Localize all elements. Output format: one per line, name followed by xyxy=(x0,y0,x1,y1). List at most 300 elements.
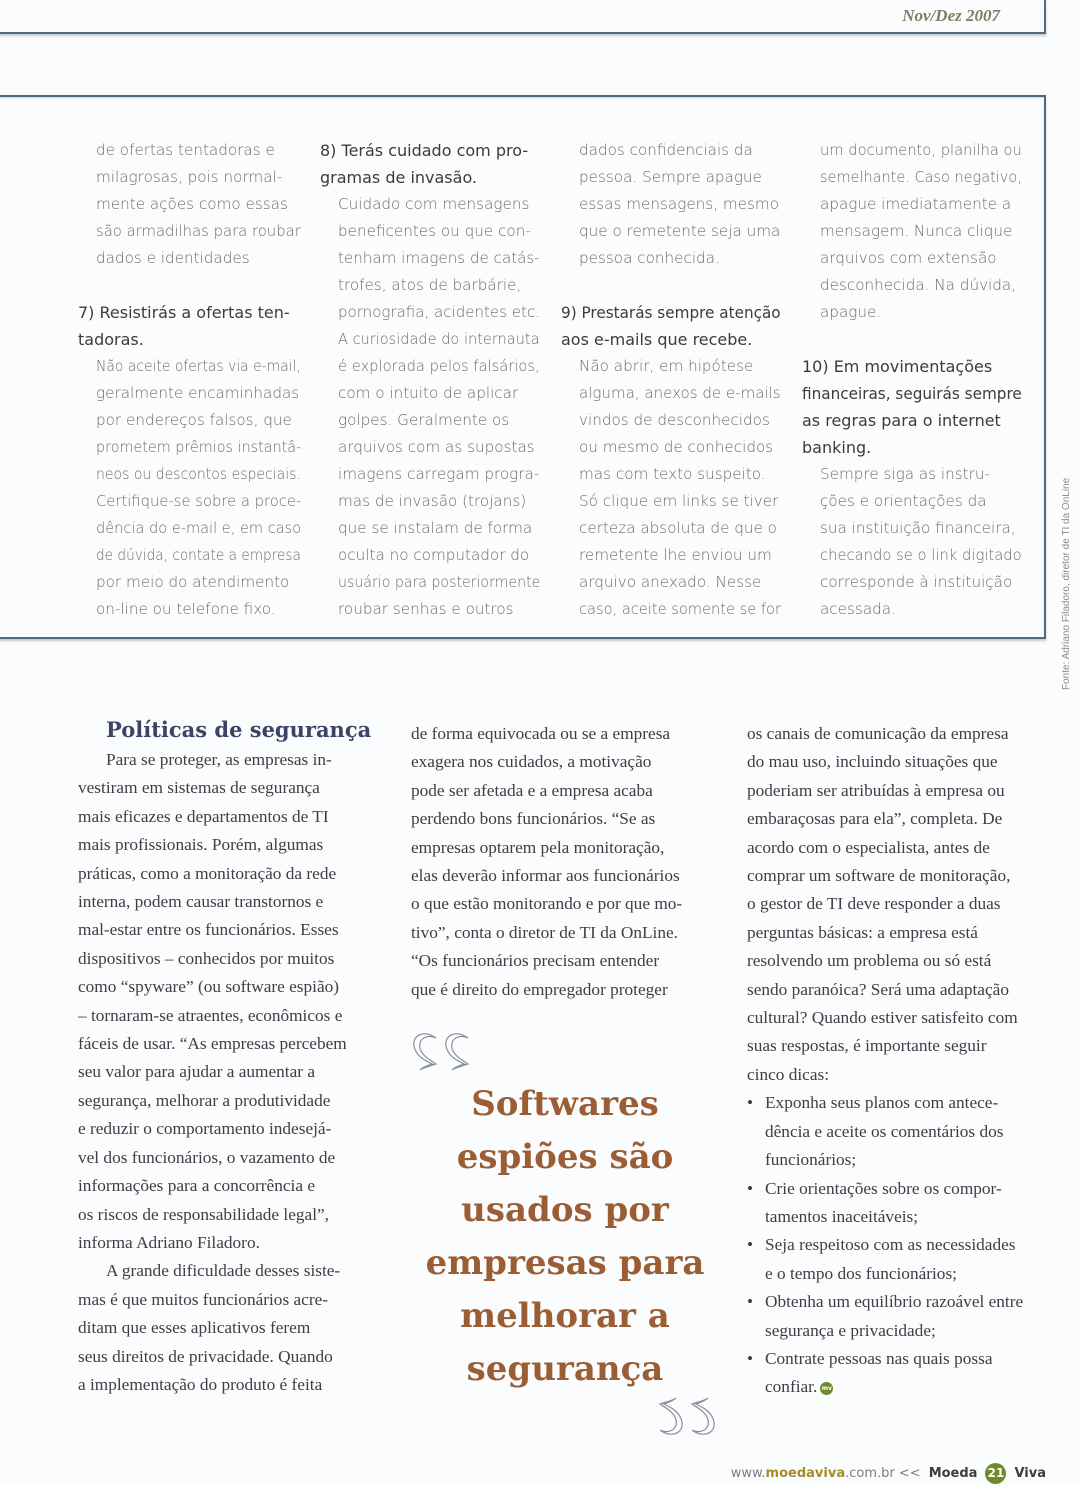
text-line xyxy=(820,245,1024,272)
header-frame xyxy=(0,0,1046,34)
text-line xyxy=(338,380,542,407)
bullet-line xyxy=(765,1288,1053,1316)
text-line-content: tenham imagens de catás- xyxy=(338,249,540,267)
text-line xyxy=(411,805,717,833)
text-line xyxy=(747,834,1053,862)
bullet-item xyxy=(747,1288,1053,1345)
tip6-continuation xyxy=(78,137,303,272)
text-line xyxy=(78,1343,384,1371)
article-paragraph-4 xyxy=(747,720,1053,1089)
text-line xyxy=(561,326,783,353)
text-line-content: mais eficazes e departamentos de TI xyxy=(78,806,329,826)
text-line xyxy=(96,218,303,245)
text-line xyxy=(338,488,542,515)
text-line-content: empresas optarem pela monitoração, xyxy=(411,837,665,857)
text-line-content: a implementação do produto é feita xyxy=(78,1374,323,1394)
tip7-body xyxy=(78,353,303,623)
text-line xyxy=(820,164,1024,191)
text-line-content: A grande dificuldade desses siste- xyxy=(106,1261,341,1281)
text-line-content: cinco dicas: xyxy=(747,1064,830,1084)
text-line xyxy=(411,777,717,805)
tip10-title xyxy=(802,353,1024,461)
text-line-content: golpes. Geralmente os xyxy=(338,411,510,429)
text-line-content: fáceis de usar. “As empresas percebem xyxy=(78,1034,347,1054)
text-line-content: dência do e-mail e, em caso xyxy=(96,519,302,537)
text-line-content: mas com texto suspeito. xyxy=(579,465,766,483)
text-line-content: mas de invasão (trojans) xyxy=(338,492,527,510)
text-line-content: arquivo anexado. Nesse xyxy=(579,573,762,591)
text-line-content: pessoa. Sempre apague xyxy=(579,168,762,186)
text-line xyxy=(411,976,717,1004)
text-line xyxy=(320,164,542,191)
text-line xyxy=(78,860,384,888)
text-line xyxy=(338,191,542,218)
text-line-content: resolvendo um problema ou só está xyxy=(747,951,992,971)
text-line-content: de ofertas tentadoras e xyxy=(96,141,275,159)
text-line-content: são armadilhas para roubar xyxy=(96,222,301,240)
text-line-content: dispositivos – conhecidos por muitos xyxy=(78,948,335,968)
url-suffix: .com.br xyxy=(845,1466,895,1481)
text-line xyxy=(338,272,542,299)
text-line-content: empresas para xyxy=(425,1243,705,1283)
bullet-line xyxy=(765,1231,1053,1259)
text-line-content: 9) Prestarás sempre atenção xyxy=(561,303,781,322)
bullet-line xyxy=(765,1146,1053,1174)
text-line-content: vestiram em sistemas de segurança xyxy=(78,778,320,798)
text-line xyxy=(78,1144,384,1172)
text-line-content: mal-estar entre os funcionários. Esses xyxy=(78,920,339,940)
text-line xyxy=(747,720,1053,748)
text-line-content: prometem prêmios instantâ- xyxy=(96,438,302,456)
text-line-content: pornografia, acidentes etc. xyxy=(338,303,540,321)
text-line-content: os canais de comunicação da empresa xyxy=(747,724,1009,743)
text-line-content: “Os funcionários precisam entender xyxy=(411,951,660,971)
website-link[interactable] xyxy=(731,1466,921,1481)
text-line-content: o gestor de TI deve responder a duas xyxy=(747,894,1001,914)
text-line xyxy=(338,326,542,353)
text-line xyxy=(579,596,783,623)
page-footer xyxy=(731,1463,1046,1484)
text-line-content: mensagem. Nunca clique xyxy=(820,222,1013,240)
text-line-content: seus direitos de privacidade. Quando xyxy=(78,1346,333,1366)
section-heading: Políticas de segurança xyxy=(106,717,372,742)
article-column-1 xyxy=(78,716,384,1399)
text-line xyxy=(820,542,1024,569)
text-line xyxy=(747,805,1053,833)
text-line-content: banking. xyxy=(802,438,872,457)
text-line xyxy=(96,245,303,272)
tip9-body xyxy=(561,353,783,623)
text-line xyxy=(320,137,542,164)
bullet-line-content: dência e aceite os comentários dos xyxy=(765,1121,1004,1141)
text-line-content: sua instituição financeira, xyxy=(820,519,1016,537)
text-line-content: mente ações como essas xyxy=(96,195,288,213)
source-credit: Fonte: Adriano Filadoro, diretor de TI da OnLine xyxy=(1061,477,1072,690)
text-line xyxy=(78,1257,384,1285)
text-line xyxy=(78,1087,384,1115)
text-line-content: perdendo bons funcionários. “Se as xyxy=(411,809,656,829)
text-line xyxy=(579,353,783,380)
text-line xyxy=(579,542,783,569)
pull-quote-text xyxy=(420,1078,710,1396)
text-line-content: mas é que muitos funcionários acre- xyxy=(78,1289,329,1309)
text-line xyxy=(802,380,1024,407)
text-line xyxy=(338,434,542,461)
tips-column-2 xyxy=(320,137,542,623)
text-line xyxy=(78,1030,384,1058)
text-line xyxy=(561,299,783,326)
text-line-content: Não aceite ofertas via e-mail, xyxy=(96,357,301,375)
text-line xyxy=(579,461,783,488)
text-line xyxy=(78,1371,384,1399)
text-line-content: informações para a concorrência e xyxy=(78,1176,315,1196)
text-line-content: vindos de desconhecidos xyxy=(579,411,770,429)
text-line-content: dados e identidades xyxy=(96,249,250,267)
text-line xyxy=(411,947,717,975)
text-line-content: 8) Terás cuidado com pro- xyxy=(320,141,529,160)
text-line xyxy=(579,380,783,407)
text-line-content: é explorada pelos falsários, xyxy=(338,357,540,375)
text-line xyxy=(579,515,783,542)
text-line-content: que é direito do empregador proteger xyxy=(411,979,668,999)
text-line-content: caso, aceite somente se for xyxy=(579,600,781,618)
text-line-content: Sempre siga as instru- xyxy=(820,465,990,483)
text-line-content: certeza absoluta de que o xyxy=(579,519,777,537)
text-line-content: gramas de invasão. xyxy=(320,168,478,187)
text-line-content: que o remetente seja uma xyxy=(579,222,781,240)
text-line xyxy=(78,973,384,1001)
text-line-content: Só clique em links se tiver xyxy=(579,492,779,510)
text-line xyxy=(820,569,1024,596)
text-line xyxy=(78,1314,384,1342)
text-line xyxy=(579,191,783,218)
text-line-content: pode ser afetada e a empresa acaba xyxy=(411,780,653,800)
text-line-content: suas respostas, é importante seguir xyxy=(747,1036,987,1056)
tips-column-4 xyxy=(802,137,1024,623)
text-line-content: e reduzir o comportamento indesejá- xyxy=(78,1119,332,1139)
text-line xyxy=(338,299,542,326)
text-line xyxy=(747,1032,1053,1060)
text-line-content: semelhante. Caso negativo, xyxy=(820,168,1022,186)
text-line xyxy=(78,1229,384,1257)
end-mark-icon: mv xyxy=(820,1382,833,1395)
text-line xyxy=(820,299,1024,326)
text-line xyxy=(78,1115,384,1143)
text-line xyxy=(411,720,717,748)
text-line xyxy=(579,488,783,515)
text-line xyxy=(78,1286,384,1314)
text-line xyxy=(420,1078,710,1131)
text-line-content: checando se o link digitado xyxy=(820,546,1022,564)
text-line xyxy=(96,353,303,380)
text-line xyxy=(820,515,1024,542)
text-line xyxy=(820,137,1024,164)
text-line xyxy=(96,434,303,461)
text-line-content: espiões são xyxy=(456,1137,674,1177)
text-line-content: 10) Em movimentações xyxy=(802,357,993,376)
text-line xyxy=(78,774,384,802)
text-line xyxy=(579,245,783,272)
text-line-content: segurança, melhorar a produtividade xyxy=(78,1090,331,1110)
text-line-content: corresponde à instituição xyxy=(820,573,1013,591)
text-line-content: que se instalam de forma xyxy=(338,519,533,537)
text-line-content: aos e-mails que recebe. xyxy=(561,330,753,349)
text-line xyxy=(747,919,1053,947)
text-line-content: mais profissionais. Porém, algumas xyxy=(78,835,324,855)
text-line-content: por meio do atendimento xyxy=(96,573,290,591)
text-line-content: tadoras. xyxy=(78,330,144,349)
text-line-content: Softwares xyxy=(471,1084,659,1124)
text-line-content: roubar senhas e outros xyxy=(338,600,514,618)
text-line-content: remetente lhe enviou um xyxy=(579,546,772,564)
text-line xyxy=(820,191,1024,218)
url-arrows: << xyxy=(898,1466,921,1481)
text-line-content: um documento, planilha ou xyxy=(820,141,1022,159)
text-line-content: exagera nos cuidados, a motivação xyxy=(411,752,652,772)
tip9-title xyxy=(561,299,783,353)
tips-column-1 xyxy=(78,137,303,623)
text-line xyxy=(747,748,1053,776)
bullet-line-content: segurança e privacidade; xyxy=(765,1320,936,1340)
text-line-content: geralmente encaminhadas xyxy=(96,384,300,402)
text-line xyxy=(420,1184,710,1237)
text-line-content: on-line ou telefone fixo. xyxy=(96,600,276,618)
text-line xyxy=(820,218,1024,245)
text-line-content: o que estão monitorando e por que mo- xyxy=(411,894,683,914)
text-line xyxy=(338,569,542,596)
text-line xyxy=(96,380,303,407)
text-line-content: beneficentes ou que con- xyxy=(338,222,531,240)
text-line-content: usuário para posteriormente xyxy=(338,573,541,591)
text-line-content: usados por xyxy=(461,1190,669,1230)
bullet-line xyxy=(765,1345,1053,1373)
text-line-content: interna, podem causar transtornos e xyxy=(78,892,324,912)
brand-left: Moeda xyxy=(928,1466,978,1481)
text-line-content: Não abrir, em hipótese xyxy=(579,357,754,375)
text-line-content: Para se proteger, as empresas in- xyxy=(106,750,332,769)
bullet-line-content: Obtenha um equilíbrio razoável entre xyxy=(765,1292,1024,1312)
text-line xyxy=(96,488,303,515)
text-line-content: com o intuito de aplicar xyxy=(338,384,519,402)
text-line xyxy=(579,569,783,596)
bullet-line-content: e o tempo dos funcionários; xyxy=(765,1263,957,1283)
text-line-content: as regras para o internet xyxy=(802,411,1001,430)
bullet-line-content: Contrate pessoas nas quais possa xyxy=(765,1348,993,1368)
text-line xyxy=(820,272,1024,299)
text-line xyxy=(78,916,384,944)
text-line xyxy=(78,945,384,973)
text-line xyxy=(78,1201,384,1229)
bullet-line xyxy=(765,1317,1053,1345)
article-paragraph-3 xyxy=(411,720,717,1004)
text-line-content: alguma, anexos de e-mails xyxy=(579,384,781,402)
text-line-content: como “spyware” (ou software espião) xyxy=(78,977,340,997)
text-line xyxy=(78,326,303,353)
text-line-content: ou mesmo de conhecidos xyxy=(579,438,774,456)
text-line xyxy=(78,831,384,859)
text-line xyxy=(78,299,303,326)
text-line-content: seu valor para ajudar a aumentar a xyxy=(78,1062,316,1082)
text-line xyxy=(747,976,1053,1004)
text-line-content: do mau uso, incluindo situações que xyxy=(747,752,998,772)
text-line xyxy=(96,137,303,164)
text-line-content: melhorar a xyxy=(460,1296,670,1336)
text-line-content: milagrosas, pois normal- xyxy=(96,168,283,186)
brand-right: Viva xyxy=(1014,1466,1046,1481)
bullet-line xyxy=(765,1203,1053,1231)
page-number: 21 xyxy=(985,1463,1006,1484)
text-line-content: essas mensagens, mesmo xyxy=(579,195,779,213)
text-line-content: pessoa conhecida. xyxy=(579,249,720,267)
text-line xyxy=(820,596,1024,623)
text-line-content: trofes, atos de barbárie, xyxy=(338,276,522,294)
bullet-item xyxy=(747,1231,1053,1288)
bullet-line xyxy=(765,1175,1053,1203)
text-line-content: informa Adriano Filadoro. xyxy=(78,1232,260,1252)
text-line xyxy=(78,1058,384,1086)
text-line xyxy=(411,919,717,947)
text-line-content: de dúvida, contate a empresa xyxy=(96,546,301,564)
article-paragraph-1 xyxy=(78,746,384,1257)
tip7-title xyxy=(78,299,303,353)
text-line-content: desconhecida. Na dúvida, xyxy=(820,276,1017,294)
text-line-content: neos ou descontos especiais. xyxy=(96,465,301,483)
text-line xyxy=(96,164,303,191)
text-line-content: apague. xyxy=(820,303,882,321)
text-line xyxy=(338,407,542,434)
text-line xyxy=(338,218,542,245)
bullet-line-content: tamentos inaceitáveis; xyxy=(765,1206,919,1226)
text-line-content: comprar um software de monitoração, xyxy=(747,866,1011,886)
text-line-content: – tornaram-se atraentes, econômicos e xyxy=(78,1005,343,1025)
text-line xyxy=(579,137,783,164)
text-line xyxy=(802,434,1024,461)
text-line xyxy=(78,803,384,831)
text-line xyxy=(747,890,1053,918)
bullet-line-content: Exponha seus planos com antece- xyxy=(765,1093,999,1113)
text-line xyxy=(747,947,1053,975)
text-line-content: perguntas básicas: a empresa está xyxy=(747,922,978,942)
text-line xyxy=(96,542,303,569)
bullet-item xyxy=(747,1175,1053,1232)
text-line xyxy=(820,461,1024,488)
article-column-2 xyxy=(411,720,717,1004)
text-line xyxy=(579,164,783,191)
bullet-line-content: Seja respeitoso com as necessidades xyxy=(765,1235,1016,1255)
url-brand: moedaviva xyxy=(765,1466,846,1481)
text-line-content: poderiam ser atribuídas à empresa ou xyxy=(747,780,1005,800)
text-line-content: arquivos com extensão xyxy=(820,249,997,267)
tip8-title xyxy=(320,137,542,191)
text-line-content: segurança xyxy=(466,1349,664,1389)
text-line xyxy=(96,191,303,218)
text-line xyxy=(96,407,303,434)
bullet-line-content: confiar. xyxy=(765,1377,818,1397)
text-line-content: por endereços falsos, que xyxy=(96,411,292,429)
text-line xyxy=(96,461,303,488)
bullet-line-content: funcionários; xyxy=(765,1150,857,1170)
url-prefix: www. xyxy=(730,1466,766,1481)
text-line xyxy=(78,1172,384,1200)
bullet-item xyxy=(747,1089,1053,1174)
text-line xyxy=(411,890,717,918)
tips-column-3 xyxy=(561,137,783,623)
text-line xyxy=(96,569,303,596)
text-line-content: A curiosidade do internauta xyxy=(338,330,540,348)
text-line-content: de forma equivocada ou se a empresa xyxy=(411,724,671,743)
text-line xyxy=(338,515,542,542)
bullet-line xyxy=(765,1089,1053,1117)
bullet-item xyxy=(747,1345,1053,1402)
text-line xyxy=(747,777,1053,805)
text-line xyxy=(579,434,783,461)
text-line xyxy=(338,245,542,272)
close-quote-icon xyxy=(652,1378,722,1438)
text-line-content: 7) Resistirás a ofertas ten- xyxy=(78,303,290,322)
text-line-content: elas deverão informar aos funcionários xyxy=(411,866,680,886)
article-column-3 xyxy=(747,720,1053,1402)
pull-quote xyxy=(420,1078,710,1396)
tips-bullet-list xyxy=(747,1089,1053,1401)
text-line-content: financeiras, seguirás sempre xyxy=(802,384,1022,403)
text-line xyxy=(420,1290,710,1343)
text-line xyxy=(579,407,783,434)
tip8-body xyxy=(320,191,542,623)
text-line-content: ditam que esses aplicativos ferem xyxy=(78,1318,311,1338)
bullet-line-content: Crie orientações sobre os compor- xyxy=(765,1178,1002,1198)
text-line-content: tivo”, conta o diretor de TI da OnLine. xyxy=(411,922,678,942)
text-line xyxy=(96,515,303,542)
text-line xyxy=(802,353,1024,380)
text-line-content: imagens carregam progra- xyxy=(338,465,540,483)
bullet-line xyxy=(765,1373,1053,1401)
text-line xyxy=(420,1237,710,1290)
text-line-content: Certifique-se sobre a proce- xyxy=(96,492,302,510)
bullet-line xyxy=(765,1260,1053,1288)
text-line xyxy=(338,596,542,623)
text-line xyxy=(338,353,542,380)
tip8-continuation xyxy=(561,137,783,272)
text-line xyxy=(420,1131,710,1184)
text-line-content: Cuidado com mensagens xyxy=(338,195,530,213)
text-line xyxy=(747,1004,1053,1032)
text-line-content: os riscos de responsabilidade legal”, xyxy=(78,1204,329,1224)
issue-date: Nov/Dez 2007 xyxy=(902,6,1000,25)
text-line xyxy=(411,862,717,890)
text-line-content: dados confidenciais da xyxy=(579,141,753,159)
text-line xyxy=(747,862,1053,890)
text-line xyxy=(579,218,783,245)
text-line xyxy=(96,596,303,623)
text-line xyxy=(78,1002,384,1030)
text-line-content: vel dos funcionários, o vazamento de xyxy=(78,1147,336,1167)
text-line-content: cultural? Quando estiver satisfeito com xyxy=(747,1008,1018,1028)
text-line xyxy=(78,888,384,916)
text-line xyxy=(78,746,384,774)
text-line xyxy=(411,834,717,862)
text-line-content: oculta no computador do xyxy=(338,546,530,564)
text-line xyxy=(820,488,1024,515)
text-line-content: embaraçosas para ela”, completa. De xyxy=(747,809,1003,829)
text-line xyxy=(747,1061,1053,1089)
text-line xyxy=(802,407,1024,434)
text-line xyxy=(338,461,542,488)
tip9-continuation xyxy=(802,137,1024,326)
text-line-content: acessada. xyxy=(820,600,896,618)
article-paragraph-2 xyxy=(78,1257,384,1399)
text-line-content: sendo paranóica? Será uma adaptação xyxy=(747,979,1009,999)
text-line xyxy=(411,748,717,776)
